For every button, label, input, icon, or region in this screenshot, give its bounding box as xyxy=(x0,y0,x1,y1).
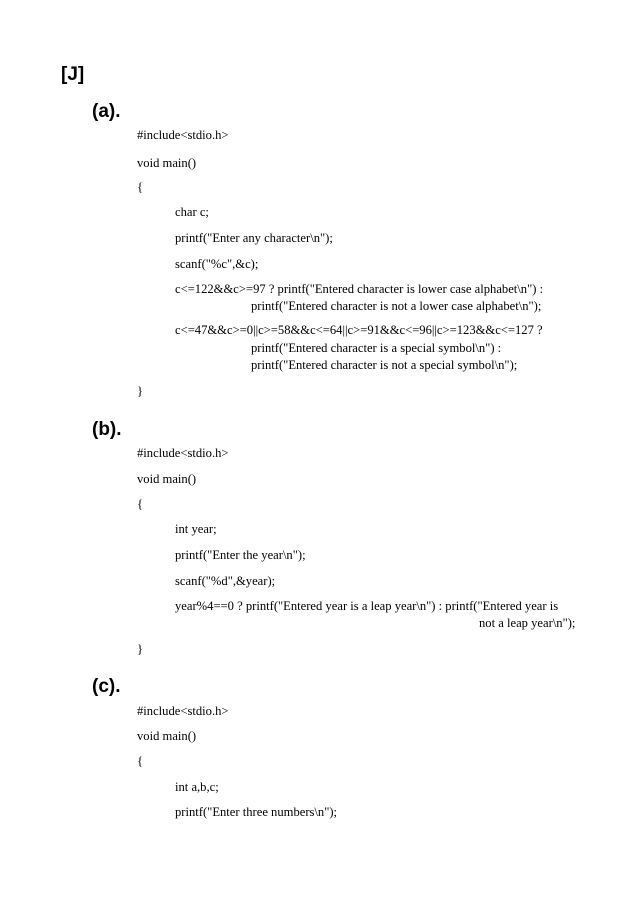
code-line: printf("Enter three numbers\n"); xyxy=(175,805,338,819)
code-line: void main() xyxy=(137,729,197,743)
code-line: char c; xyxy=(175,205,209,219)
code-line: void main() xyxy=(137,156,197,170)
code-line: printf("Entered character is not a special symbol\n"); xyxy=(251,358,518,372)
code-line: c<=47&&c>=0||c>=58&&c<=64||c>=91&&c<=96||c>=123&&c<=127 ? xyxy=(175,323,543,337)
code-line: { xyxy=(137,180,144,194)
code-line: #include<stdio.h> xyxy=(137,704,229,718)
code-line: printf("Enter the year\n"); xyxy=(175,548,306,562)
code-line: int a,b,c; xyxy=(175,780,219,794)
part-a-label: (a). xyxy=(92,101,121,122)
part-c-label: (c). xyxy=(92,676,121,697)
part-b-label: (b). xyxy=(92,419,122,440)
code-line: #include<stdio.h> xyxy=(137,128,229,142)
code-line: printf("Entered character is not a lower case alphabet\n"); xyxy=(251,299,542,313)
code-line: scanf("%c",&c); xyxy=(175,257,259,271)
code-line: year%4==0 ? printf("Entered year is a leap year\n") : printf("Entered year is xyxy=(175,599,559,613)
code-line: printf("Entered character is a special symbol\n") : xyxy=(251,341,502,355)
code-line: not a leap year\n"); xyxy=(479,616,576,630)
code-line: scanf("%d",&year); xyxy=(175,574,276,588)
code-line: { xyxy=(137,754,144,768)
code-line: #include<stdio.h> xyxy=(137,446,229,460)
code-line: void main() xyxy=(137,472,197,486)
code-line: c<=122&&c>=97 ? printf("Entered character is lower case alphabet\n") : xyxy=(175,282,544,296)
code-line: } xyxy=(137,384,144,398)
code-line: } xyxy=(137,642,144,656)
section-title: [J] xyxy=(61,64,85,85)
code-line: printf("Enter any character\n"); xyxy=(175,231,333,245)
code-line: int year; xyxy=(175,522,217,536)
code-line: { xyxy=(137,497,144,511)
